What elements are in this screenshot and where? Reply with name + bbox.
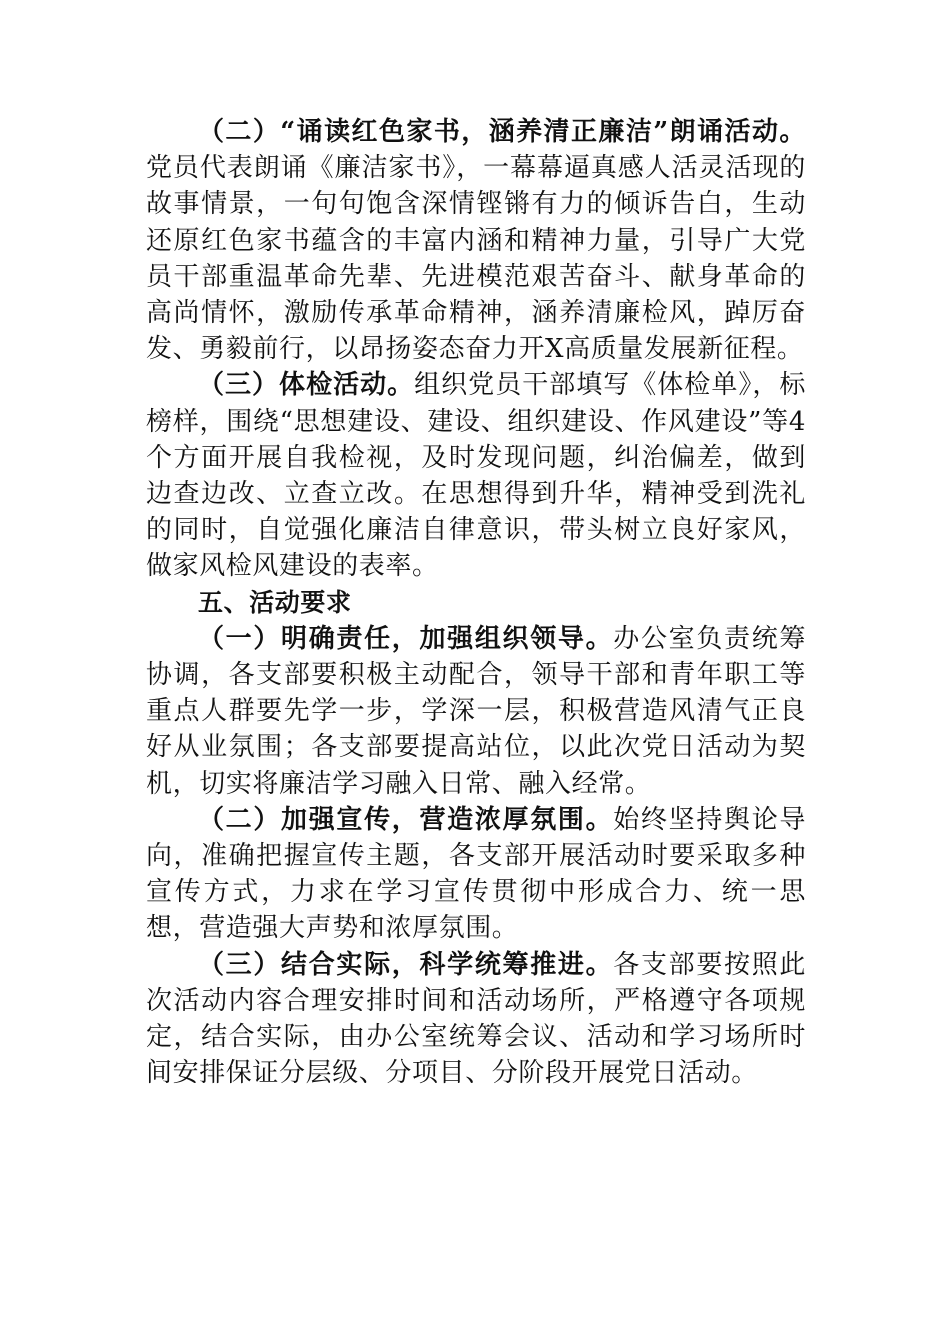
paragraph-lead: （二）加强宣传，营造浓厚氛围。 [198,804,614,835]
paragraph-text: 始终坚持舆论导向，准确把握宣传主题，各支部开展活动时要采取多种宣传方式，力求在学习宣传贯彻中形成合力、统一思想，营造强大声势和浓厚氛围。 [146,804,806,944]
requirement-paragraph-1 [146,621,806,802]
paragraph-checkup-activity [146,367,806,584]
document-body [146,114,806,1091]
paragraph-text: 党员代表朗诵《廉洁家书》，一幕幕逼真感人活灵活现的故事情景，一句句饱含深情铿锵有力的倾诉告白，生动还原红色家书蕴含的丰富内涵和精神力量，引导广大党员干部重温革命先辈、先进模范艰苦奋斗、献身革命的高尚情怀，激励传承革命精神，涵养清廉检风，踔厉奋发、勇毅前行，以昂扬姿态奋力开X高质量发展新征程。 [146,153,806,365]
paragraph-lead: （三）体检活动。 [198,370,415,401]
paragraph-text: 组织党员干部填写《体检单》，标榜样，围绕“思想建设、建设、组织建设、作风建设”等4个方面开展自我检视，及时发现问题，纠治偏差，做到边查边改、立查立改。在思想得到升华，精神受到洗礼的同时，自觉强化廉洁自律意识，带头树立良好家风，做家风检风建设的表率。 [146,370,806,582]
paragraph-recitation-activity [146,114,806,367]
requirement-paragraph-2 [146,802,806,947]
paragraph-lead: （三）结合实际，科学统筹推进。 [198,949,614,980]
paragraph-lead: （一）明确责任，加强组织领导。 [198,623,614,654]
paragraph-text: 办公室负责统筹协调，各支部要积极主动配合，领导干部和青年职工等重点人群要先学一步，学深一层，积极营造风清气正良好从业氛围；各支部要提高站位，以此次党日活动为契机，切实将廉洁学习融入日常、融入经常。 [146,623,806,799]
paragraph-text: 各支部要按照此次活动内容合理安排时间和活动场所，严格遵守各项规定，结合实际，由办公室统筹会议、活动和学习场所时间安排保证分层级、分项目、分阶段开展党日活动。 [146,949,806,1089]
requirement-paragraph-3 [146,947,806,1092]
section-heading: 五、活动要求 [198,587,352,617]
paragraph-lead: （二）“诵读红色家书，涵养清正廉洁”朗诵活动。 [198,117,806,147]
